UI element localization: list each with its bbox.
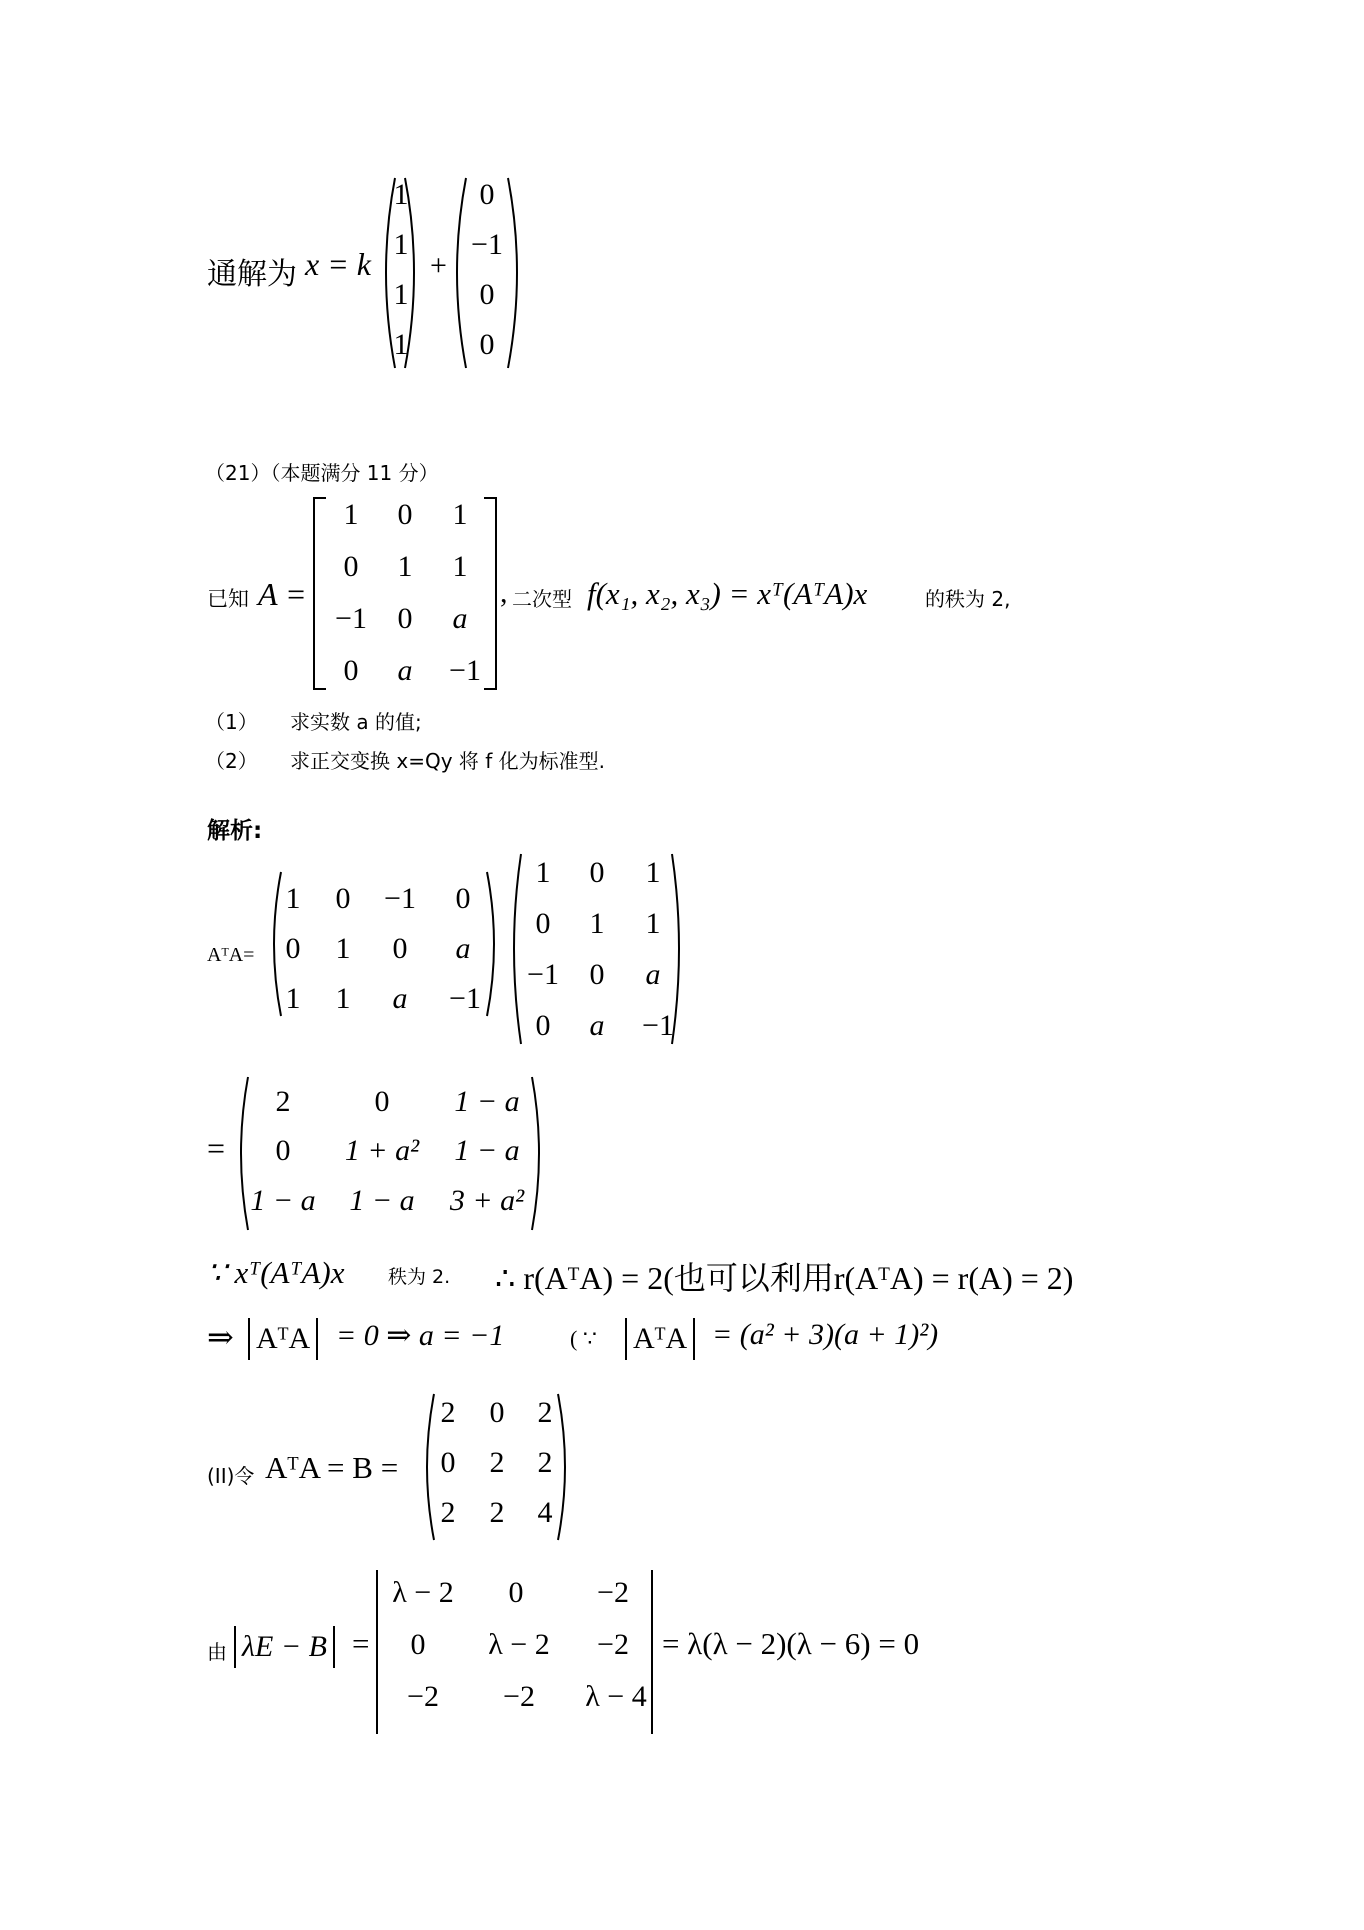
char-label: 由 — [207, 1640, 227, 1664]
matrix-a2-entry: 1 — [535, 856, 551, 889]
vector2-entry: 0 — [479, 178, 495, 211]
vector1-entry: 1 — [393, 328, 409, 361]
plus-sign: + — [430, 249, 447, 282]
determinant-result: = 0 ⇒ a = −1 — [336, 1319, 505, 1352]
char-matrix-entry: −2 — [597, 1628, 629, 1661]
matrix-at-entry: 1 — [335, 932, 351, 965]
matrix-a2-entry: −1 — [642, 1009, 674, 1042]
vector1-entry: 1 — [393, 278, 409, 311]
matrix-b-entry: 2 — [489, 1496, 505, 1529]
part2-equation: AᵀA = B = — [265, 1450, 399, 1485]
char-matrix-entry: −2 — [597, 1576, 629, 1609]
subquestion-1: 求实数 a 的值; — [290, 710, 422, 734]
rank-two-note: 秩为 2. — [388, 1266, 451, 1288]
vector2-entry: −1 — [471, 228, 503, 261]
ata-determinant: AᵀA — [248, 1318, 318, 1360]
subquestion-1-number: （1） — [205, 710, 258, 734]
matrix-a-entry: −1 — [335, 602, 367, 635]
product-matrix-entry: 2 — [275, 1085, 291, 1118]
matrix-a2-entry: a — [645, 958, 661, 991]
matrix-b-entry: 2 — [537, 1446, 553, 1479]
matrix-b-entry: 2 — [537, 1396, 553, 1429]
quadratic-form-label: 二次型 — [512, 587, 572, 611]
product-matrix-entry: 1 − a — [454, 1134, 520, 1167]
matrix-a-label: A = — [258, 576, 307, 612]
matrix-at-entry: 0 — [285, 932, 301, 965]
product-matrix-entry: 0 — [275, 1134, 291, 1167]
matrix-at-entry: 0 — [335, 882, 351, 915]
matrix-a2-entry: a — [589, 1009, 605, 1042]
matrix-at-entry: −1 — [449, 982, 481, 1015]
matrix-b-entry: 0 — [489, 1396, 505, 1429]
vector1-entry: 1 — [393, 228, 409, 261]
matrix-b-entry: 0 — [440, 1446, 456, 1479]
product-matrix-entry: 3 + a² — [449, 1184, 525, 1217]
ata-determinant-2: AᵀA — [625, 1318, 695, 1360]
char-matrix-entry: −2 — [407, 1680, 439, 1713]
matrix-at-entry: 1 — [285, 982, 301, 1015]
general-solution-label: 通解为 — [207, 257, 297, 292]
matrix-a-entry: 0 — [343, 654, 359, 687]
char-polynomial-result: = λ(λ − 2)(λ − 6) = 0 — [662, 1626, 920, 1661]
rank-statement: 的秩为 2, — [925, 587, 1011, 611]
subquestion-2-number: （2） — [205, 749, 258, 773]
matrix-at-entry: 0 — [392, 932, 408, 965]
therefore-statement: ∴ r(AᵀA) = 2(也可以利用r(AᵀA) = r(A) = 2) — [495, 1260, 1074, 1296]
char-matrix-entry: λ − 2 — [488, 1628, 550, 1661]
matrix-at-entry: a — [455, 932, 471, 965]
matrix-a2-entry: 0 — [589, 958, 605, 991]
quadratic-form-formula: f(x₁, x₂, x₃) = xᵀ(AᵀA)x — [587, 576, 868, 611]
matrix-b-entry: 2 — [440, 1396, 456, 1429]
because-statement: ∵ xᵀ(AᵀA)x — [207, 1255, 345, 1290]
matrix-a-entry: 1 — [452, 550, 468, 583]
char-matrix-entry: 0 — [508, 1576, 524, 1609]
matrix-at-entry: a — [392, 982, 408, 1015]
vector1-entry: 1 — [393, 178, 409, 211]
vector2-entry: 0 — [479, 328, 495, 361]
char-determinant: λE − B — [234, 1626, 335, 1668]
matrix-b-entry: 2 — [489, 1446, 505, 1479]
determinant-factorization: = (a² + 3)(a + 1)²) — [712, 1318, 939, 1351]
matrix-at-entry: 1 — [285, 882, 301, 915]
matrix-at-entry: 1 — [335, 982, 351, 1015]
char-equals: = — [352, 1626, 370, 1661]
comma: , — [500, 576, 508, 609]
char-matrix-entry: λ − 2 — [392, 1576, 454, 1609]
matrix-a-entry: 1 — [397, 550, 413, 583]
matrix-a-entry: 1 — [452, 498, 468, 531]
matrix-a-entry: −1 — [449, 654, 481, 687]
matrix-b-entry: 4 — [537, 1496, 553, 1529]
product-matrix-entry: 0 — [374, 1085, 390, 1118]
char-matrix-entry: 0 — [410, 1628, 426, 1661]
matrix-at-entry: −1 — [384, 882, 416, 915]
char-matrix-entry: λ − 4 — [585, 1680, 647, 1713]
product-matrix-entry: 1 − a — [250, 1184, 316, 1217]
solution-title: 解析: — [207, 818, 263, 844]
matrix-a-entry: 0 — [397, 498, 413, 531]
matrix-a2-entry: 1 — [645, 907, 661, 940]
given-label: 已知 — [207, 587, 249, 611]
product-matrix-entry: 1 − a — [349, 1184, 415, 1217]
matrix-a2-entry: 0 — [535, 907, 551, 940]
matrix-a2-entry: 0 — [589, 856, 605, 889]
subquestion-2: 求正交变换 x=Qy 将 f 化为标准型. — [290, 749, 605, 773]
matrix-b-entry: 2 — [440, 1496, 456, 1529]
question-header: （21）（本题满分 11 分） — [205, 461, 439, 485]
vector2-entry: 0 — [479, 278, 495, 311]
matrix-a2-entry: 1 — [645, 856, 661, 889]
matrix-a2-entry: 0 — [535, 1009, 551, 1042]
matrix-a-entry: a — [397, 654, 413, 687]
char-matrix-entry: −2 — [503, 1680, 535, 1713]
matrix-a2-entry: −1 — [527, 958, 559, 991]
matrix-a-entry: 0 — [343, 550, 359, 583]
general-solution-lhs: x = k — [305, 246, 371, 282]
because-note-prefix: ( ∵ — [570, 1326, 597, 1351]
ata-label: AᵀA= — [207, 944, 255, 966]
implies-arrow: ⇒ — [207, 1319, 234, 1355]
product-equals: = — [207, 1130, 226, 1166]
matrix-a2-entry: 1 — [589, 907, 605, 940]
product-matrix-entry: 1 − a — [454, 1085, 520, 1118]
matrix-a-entry: 1 — [343, 498, 359, 531]
product-matrix-entry: 1 + a² — [344, 1134, 420, 1167]
matrix-at-entry: 0 — [455, 882, 471, 915]
matrix-a-entry: a — [452, 602, 468, 635]
matrix-a-entry: 0 — [397, 602, 413, 635]
part2-label: (II)令 — [207, 1464, 255, 1488]
